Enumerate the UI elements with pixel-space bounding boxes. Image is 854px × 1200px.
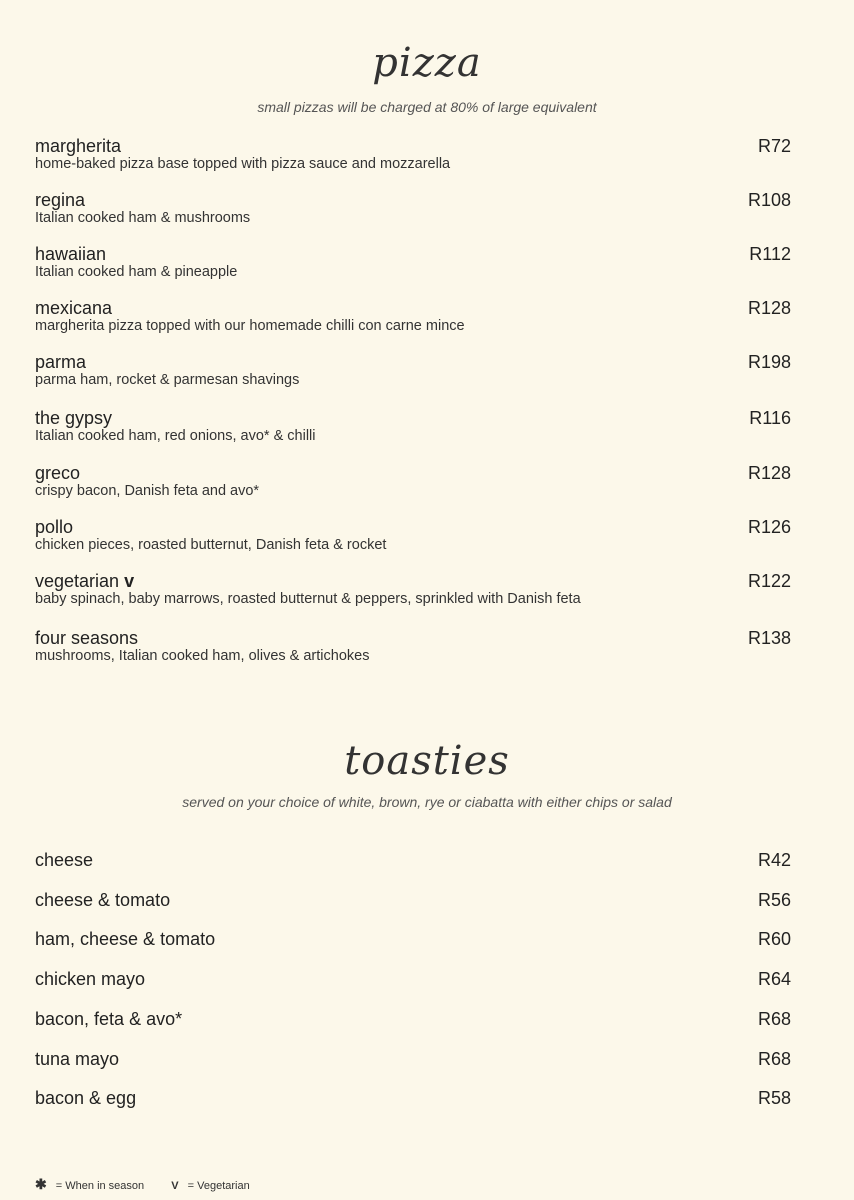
- item-name: bacon, feta & avo*: [35, 1008, 183, 1029]
- toastie-menu-item: [35, 890, 791, 910]
- item-price: R198: [747, 352, 791, 372]
- pizza-section-title: pizza: [372, 40, 482, 86]
- pizza-menu-item: [35, 190, 791, 227]
- item-price: R64: [757, 969, 791, 990]
- item-price: R126: [747, 517, 791, 537]
- pizza-menu-item: [35, 136, 791, 173]
- item-description: mushrooms, Italian cooked ham, olives & artichokes: [35, 648, 370, 664]
- toastie-menu-item: [35, 1088, 791, 1108]
- item-name-text: parma: [35, 352, 87, 372]
- item-description: home-baked pizza base topped with pizza sauce and mozzarella: [35, 156, 451, 172]
- item-name: [35, 408, 791, 428]
- item-price: R72: [757, 136, 791, 156]
- item-name-text: regina: [35, 190, 86, 210]
- item-price: R112: [749, 244, 791, 264]
- pizza-section-subtitle: small pizzas will be charged at 80% of large equivalent: [257, 99, 597, 115]
- item-name-text: greco: [35, 463, 81, 483]
- pizza-menu-item: [35, 463, 791, 500]
- item-price: R128: [747, 298, 791, 318]
- item-price: R122: [747, 571, 791, 591]
- item-name: [35, 352, 791, 372]
- item-name: tuna mayo: [35, 1048, 120, 1069]
- legend-season-text: = When in season: [55, 1180, 145, 1192]
- item-description: chicken pieces, roasted butternut, Danish feta & rocket: [35, 537, 387, 553]
- toastie-menu-item: [35, 1009, 791, 1029]
- item-name: [35, 136, 791, 156]
- pizza-menu-item: [35, 408, 791, 445]
- toastie-menu-item: [35, 1049, 791, 1069]
- pizza-menu-item: [35, 517, 791, 554]
- pizza-menu-item: [35, 352, 791, 389]
- item-name-text: pollo: [35, 517, 74, 537]
- item-price: R116: [749, 408, 791, 428]
- item-price: R128: [747, 463, 791, 483]
- item-name: [35, 298, 791, 318]
- item-name: [35, 628, 791, 648]
- item-description: margherita pizza topped with our homemade chilli con carne mince: [35, 318, 465, 334]
- legend-veg-text: = Vegetarian: [187, 1180, 250, 1192]
- item-price: R56: [757, 889, 791, 910]
- item-description: Italian cooked ham & pineapple: [35, 264, 238, 280]
- asterisk-icon: ✱: [35, 1176, 47, 1192]
- item-price: R68: [757, 1008, 791, 1029]
- toastie-menu-item: [35, 850, 791, 870]
- item-name: ham, cheese & tomato: [35, 929, 216, 950]
- item-price: R108: [747, 190, 791, 210]
- item-price: R60: [757, 929, 791, 950]
- toastie-menu-item: [35, 969, 791, 989]
- item-description: parma ham, rocket & parmesan shavings: [35, 372, 300, 388]
- item-price: R42: [757, 850, 791, 870]
- item-price: R58: [757, 1088, 791, 1109]
- item-name: cheese & tomato: [35, 889, 171, 910]
- item-name-text: mexicana: [35, 298, 113, 318]
- vegetarian-symbol: V: [171, 1180, 179, 1192]
- item-description: Italian cooked ham, red onions, avo* & chilli: [35, 428, 316, 444]
- item-name-text: hawaiian: [35, 244, 107, 264]
- item-name: [35, 463, 791, 483]
- item-description: Italian cooked ham & mushrooms: [35, 210, 251, 226]
- item-description: crispy bacon, Danish feta and avo*: [35, 483, 260, 499]
- item-name: [35, 244, 791, 264]
- vegetarian-badge: v: [124, 571, 135, 591]
- pizza-menu-item: [35, 571, 791, 608]
- item-name-text: the gypsy: [35, 408, 113, 428]
- toasties-section-title: toasties: [344, 738, 510, 784]
- item-name: cheese: [35, 850, 94, 870]
- legend: [35, 1176, 250, 1193]
- toasties-section-subtitle: served on your choice of white, brown, rye or ciabatta with either chips or salad: [182, 794, 672, 810]
- item-name: [35, 517, 791, 537]
- item-price: R138: [747, 628, 791, 648]
- item-name: [35, 571, 791, 591]
- item-description: baby spinach, baby marrows, roasted butternut & peppers, sprinkled with Danish feta: [35, 591, 581, 607]
- pizza-menu-item: [35, 244, 791, 281]
- item-price: R68: [757, 1048, 791, 1069]
- item-name-text: vegetarian: [35, 571, 120, 591]
- item-name: chicken mayo: [35, 969, 146, 990]
- item-name: bacon & egg: [35, 1088, 137, 1109]
- pizza-menu-item: [35, 628, 791, 665]
- item-name-text: four seasons: [35, 628, 139, 648]
- toastie-menu-item: [35, 929, 791, 949]
- item-name-text: margherita: [35, 136, 122, 156]
- item-name: [35, 190, 791, 210]
- pizza-menu-item: [35, 298, 791, 335]
